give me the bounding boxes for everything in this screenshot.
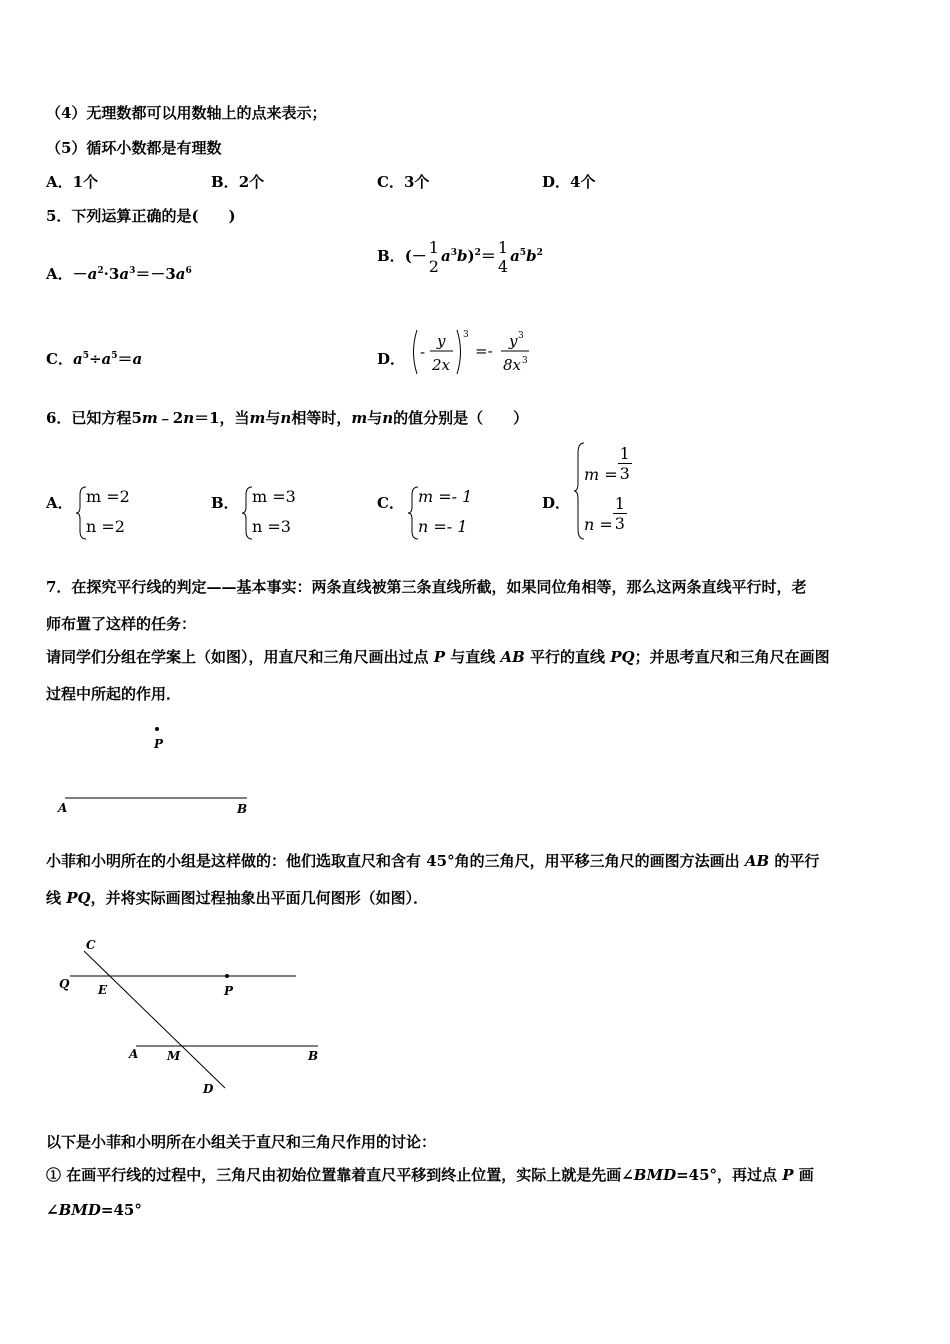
svg-text:2x: 2x xyxy=(432,356,451,374)
svg-text:C: C xyxy=(86,938,96,952)
svg-text:P: P xyxy=(154,737,164,751)
svg-text:M: M xyxy=(167,1049,181,1063)
svg-text:Q: Q xyxy=(59,977,70,991)
q5-option-a: A．$-a^2\cdot 3a^3=-3a^6$ xyxy=(46,265,192,283)
svg-text:A: A xyxy=(129,1047,139,1061)
q7-line-6: 线 PQ，并将实际画图过程抽象出平面几何图形（如图）． xyxy=(46,889,429,907)
q6-option-d-letter: D． xyxy=(542,494,571,512)
svg-text:A: A xyxy=(58,801,68,815)
q6-b-row1: m =3 xyxy=(252,487,296,506)
svg-text:=-: =- xyxy=(475,342,493,360)
q4-option-c: C．3个 xyxy=(377,173,430,191)
q7-line-2: 师布置了这样的任务： xyxy=(46,615,197,633)
q6-c-row2: n =- 1 xyxy=(418,517,468,536)
q6-c-row1: m =- 1 xyxy=(418,487,473,506)
q5-option-b: B．(－ 1 2 $a^3b)^2=$ 1 4 $a^5b^2$ xyxy=(377,238,543,276)
svg-text:y: y xyxy=(437,332,446,350)
svg-text:E: E xyxy=(98,983,108,997)
svg-text:3: 3 xyxy=(463,330,469,340)
q4-statement-4: （4）无理数都可以用数轴上的点来表示； xyxy=(46,104,327,122)
q7-line-8: ① 在画平行线的过程中，三角尺由初始位置靠着直尺平移到终止位置，实际上就是先画∠BMD=45°，再过点 P 画 xyxy=(46,1166,814,1184)
q7-line-1: 7．在探究平行线的判定——基本事实：两条直线被第三条直线所截，如果同位角相等，那么这两条直线平行时，老 xyxy=(46,578,807,596)
svg-text:P: P xyxy=(224,984,234,998)
svg-text:y: y xyxy=(509,332,518,350)
q4-option-a: A．1个 xyxy=(46,173,99,191)
q7-line-3: 请同学们分组在学案上（如图），用直尺和三角尺画出过点 P 与直线 AB 平行的直线 PQ；并思考直尺和三角尺在画图 xyxy=(46,648,830,666)
q7-line-4: 过程中所起的作用． xyxy=(46,685,182,703)
svg-text:D: D xyxy=(203,1082,214,1096)
q4-option-d: D．4个 xyxy=(542,173,596,191)
q7-figure-1 xyxy=(50,720,310,820)
q4-statement-5: （5）循环小数都是有理数 xyxy=(46,139,222,157)
q4-option-b: B．2个 xyxy=(211,173,265,191)
q6-option-a-letter: A． xyxy=(46,494,73,512)
svg-text:8x: 8x xyxy=(503,356,522,374)
q6-a-row1: m =2 xyxy=(86,487,130,506)
q6-stem: 6．已知方程5m﹣2n＝1，当m与n相等时，m与n的值分别是（ ） xyxy=(46,409,529,427)
svg-text:B: B xyxy=(237,802,248,816)
q7-line-9: ∠BMD=45° xyxy=(46,1201,142,1219)
q5-option-c: C．$a^5\div a^5=a$ xyxy=(46,350,143,368)
q6-d-row2: n = $\frac{1}{3}$ xyxy=(584,494,625,534)
q5-option-d-formula xyxy=(407,326,532,378)
q7-line-7: 以下是小菲和小明所在小组关于直尺和三角尺作用的讨论： xyxy=(46,1133,437,1151)
svg-text:3: 3 xyxy=(518,331,524,341)
svg-text:-: - xyxy=(420,343,426,361)
svg-text:B: B xyxy=(308,1049,319,1063)
q5-stem: 5．下列运算正确的是( ) xyxy=(46,207,236,225)
svg-text:3: 3 xyxy=(522,356,528,366)
q7-figure-2 xyxy=(55,935,355,1095)
q6-option-b-letter: B． xyxy=(211,494,239,512)
q6-a-row2: n =2 xyxy=(86,517,125,536)
q5-option-d: D． - y 2x 3 =- y 3 8x 3 xyxy=(377,326,405,376)
q6-d-row1: m = $\frac{1}{3}$ xyxy=(584,444,630,484)
q7-line-5: 小菲和小明所在的小组是这样做的：他们选取直尺和含有 45°角的三角尺，用平移三角尺的画图方法画出 AB 的平行 xyxy=(46,852,820,870)
q6-option-c-letter: C． xyxy=(377,494,404,512)
q6-b-row2: n =3 xyxy=(252,517,291,536)
